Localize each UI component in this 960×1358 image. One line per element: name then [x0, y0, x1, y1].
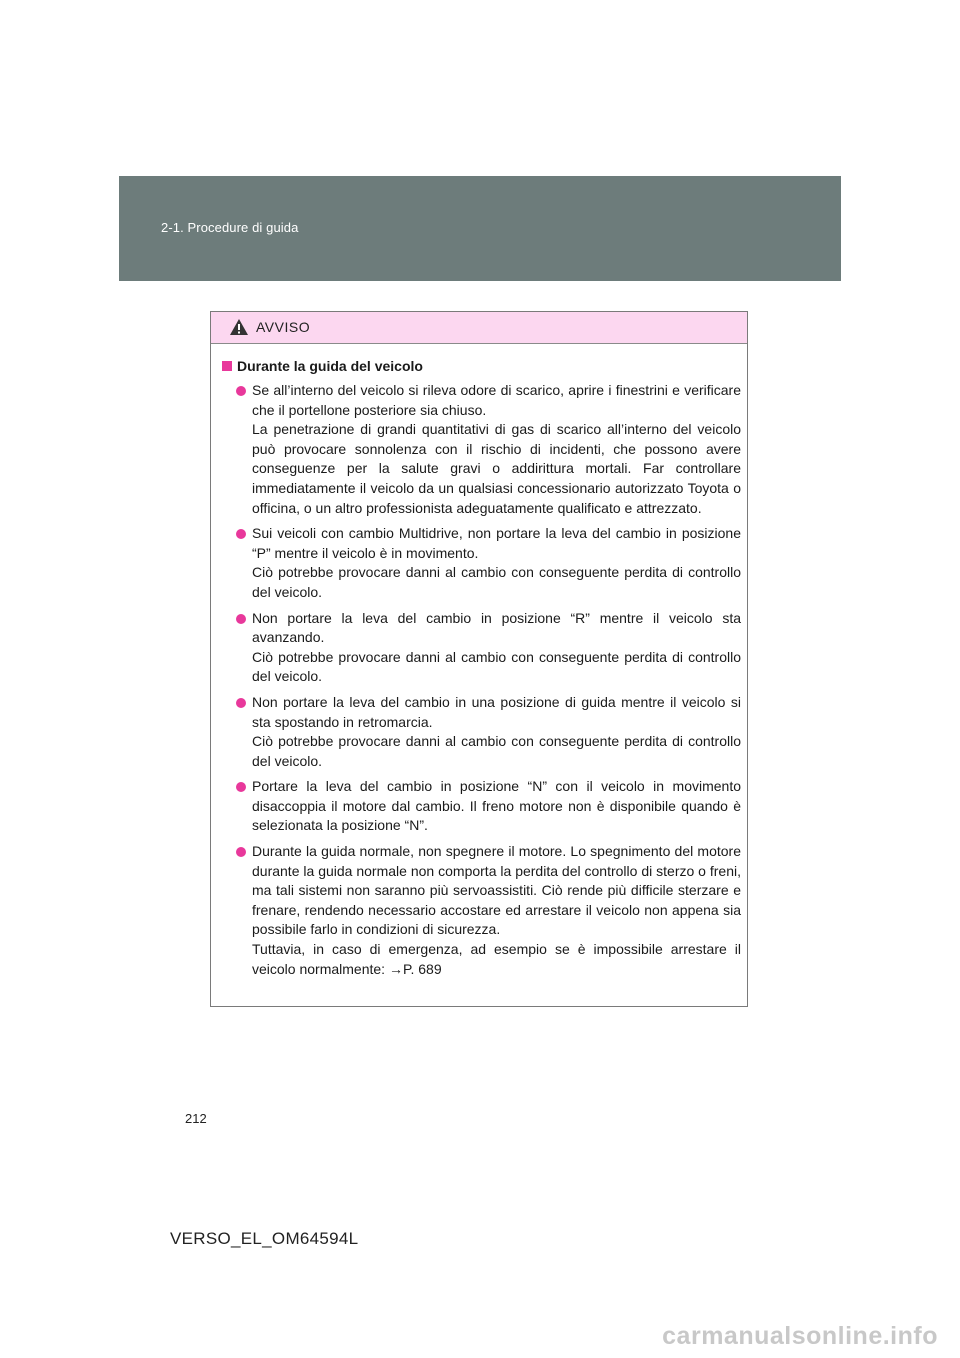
warning-header: [211, 312, 747, 344]
warning-item: [222, 777, 741, 836]
page-number: 212: [185, 1111, 207, 1126]
watermark: carmanualsonline.info: [662, 1322, 938, 1350]
header-band: [119, 176, 841, 281]
warning-section-heading: [222, 357, 741, 376]
warning-section-title: Durante la guida del veicolo: [237, 358, 423, 374]
warning-box: [210, 311, 748, 1007]
warning-label: AVVISO: [256, 319, 311, 335]
item-paragraph: Ciò potrebbe provocare danni al cambio con conseguente perdita di controllo del veicolo.: [252, 648, 741, 685]
item-paragraph: Non portare la leva del cambio in posizione “R” mentre il veicolo sta avanzando.: [252, 609, 741, 646]
warning-item: [222, 524, 741, 602]
round-bullet-icon: [236, 847, 246, 857]
item-paragraph: Ciò potrebbe provocare danni al cambio con conseguente perdita di controllo del veicolo.: [252, 733, 741, 769]
item-paragraph: Non portare la leva del cambio in una posizione di guida mentre il veicolo si sta spostando in retromarcia.: [252, 693, 741, 730]
section-title: 2-1. Procedure di guida: [161, 220, 299, 235]
warning-item: [222, 842, 741, 979]
round-bullet-icon: [236, 614, 246, 624]
square-bullet-icon: [222, 361, 232, 371]
warning-triangle-icon: [229, 318, 249, 336]
item-paragraph: Se all’interno del veicolo si rileva odore di scarico, aprire i finestrini e verificare che il portellone posteriore sia chiuso.: [252, 382, 741, 418]
item-paragraph: Portare la leva del cambio in posizione “N” con il veicolo in movimento disaccoppia il motore dal cambio. Il freno motore non è disponibile quando è selezionata la posizione “N”.: [252, 778, 741, 834]
item-paragraph: Durante la guida normale, non spegnere il motore. Lo spegnimento del motore durante la guida normale non comporta la perdita del controllo di sterzo o freni, ma tali sistemi non saranno più servoassistiti. Ciò rende più difficile sterzare e frenare, rendendo necessario accostare ed arrestare il veicolo non appena sia possibile farlo in condizioni di sicurezza.: [252, 843, 741, 938]
warning-body: [211, 344, 747, 979]
item-paragraph: La penetrazione di grandi quantitativi di gas di scarico all’interno del veicolo può provocare sonnolenza con il rischio di incidenti, che possono avere conseguenze per la salute gravi o addirittura mortali. Far controllare immediatamente il veicolo da un qualsiasi concessionario autorizzato Toyota o officina, o un altro professionista adeguatamente qualificato e attrezzato.: [252, 421, 741, 516]
document-code: VERSO_EL_OM64594L: [170, 1229, 359, 1248]
item-paragraph: Ciò potrebbe provocare danni al cambio con conseguente perdita di controllo del veicolo.: [252, 564, 741, 600]
round-bullet-icon: [236, 698, 246, 708]
item-paragraph: Sui veicoli con cambio Multidrive, non portare la leva del cambio in posizione “P” mentre il veicolo è in movimento.: [252, 525, 741, 561]
round-bullet-icon: [236, 386, 246, 396]
warning-item: [222, 609, 741, 687]
warning-item: [222, 381, 741, 518]
round-bullet-icon: [236, 782, 246, 792]
round-bullet-icon: [236, 529, 246, 539]
item-paragraph: Tuttavia, in caso di emergenza, ad esempio se è impossibile arrestare il veicolo normalmente: →P. 689: [252, 941, 741, 977]
warning-item: [222, 693, 741, 771]
